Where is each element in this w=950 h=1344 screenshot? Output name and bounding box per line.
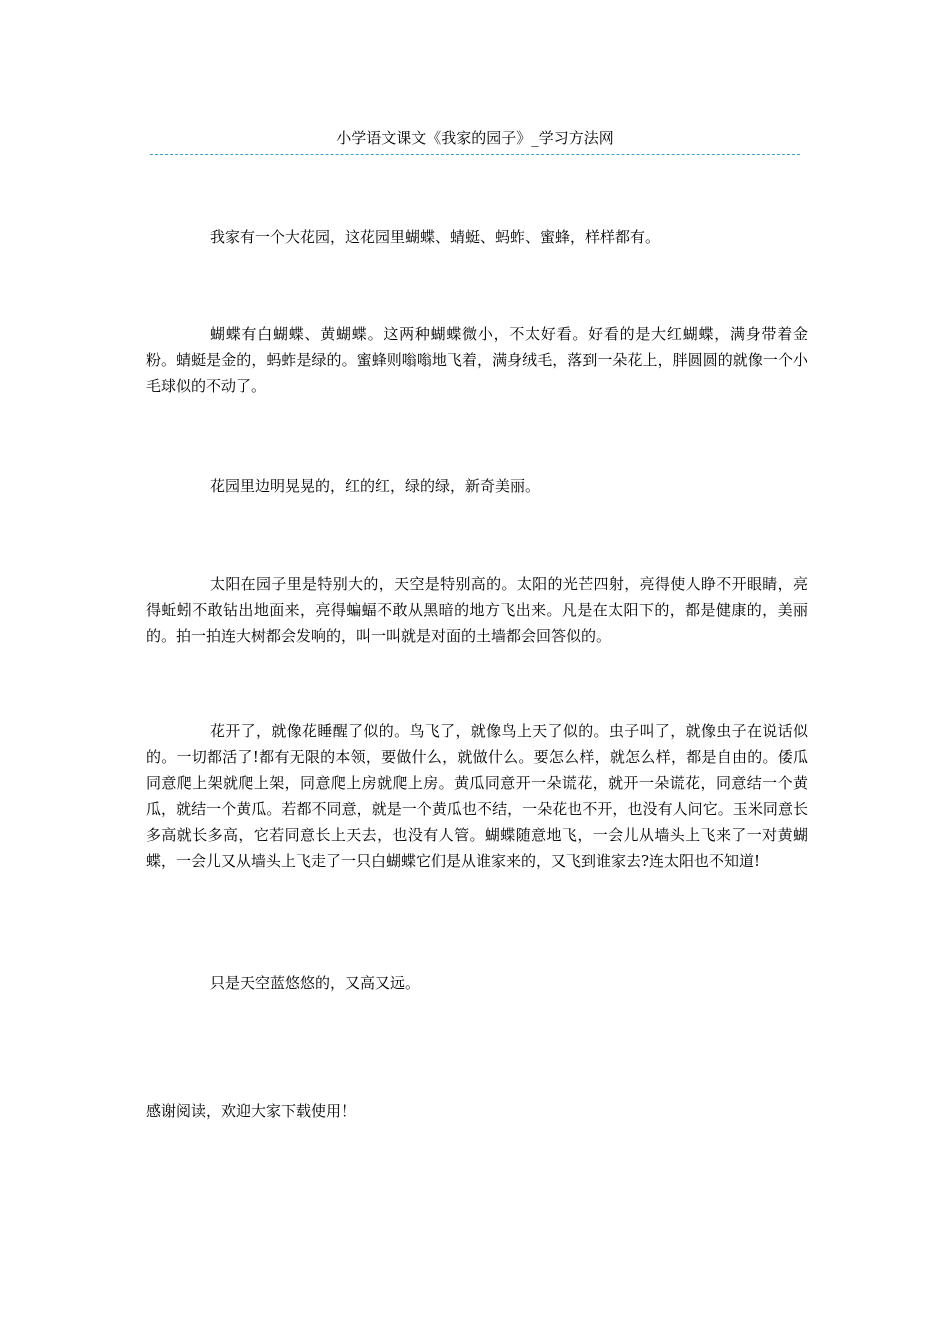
closing-note: 感谢阅读，欢迎大家下载使用！ [146, 1102, 357, 1120]
paragraph-4: 太阳在园子里是特别大的，天空是特别高的。太阳的光芒四射，亮得使人睁不开眼睛，亮得蚯蚓不敢钻出地面来，亮得蝙蝠不敢从黑暗的地方飞出来。凡是在太阳下的，都是健康的，美丽的。拍一拍连大树都会发响的，叫一叫就是对面的土墙都会回答似的。 [146, 575, 808, 645]
paragraph-5: 花开了，就像花睡醒了似的。鸟飞了，就像鸟上天了似的。虫子叫了，就像虫子在说话似的。一切都活了!都有无限的本领，要做什么，就做什么。要怎么样，就怎么样，都是自由的。倭瓜同意爬上架就爬上架，同意爬上房就爬上房。黄瓜同意开一朵谎花，就开一朵谎花，同意结一个黄瓜，就结一个黄瓜。若都不同意，就是一个黄瓜也不结，一朵花也不开，也没有人问它。玉米同意长多高就长多高，它若同意长上天去，也没有人管。蝴蝶随意地飞，一会儿从墙头上飞来了一对黄蝴蝶，一会儿又从墙头上飞走了一只白蝴蝶它们是从谁家来的，又飞到谁家去?连太阳也不知道! [146, 722, 808, 870]
page-title: 小学语文课文《我家的园子》_学习方法网 [336, 129, 614, 147]
paragraph-2: 蝴蝶有白蝴蝶、黄蝴蝶。这两种蝴蝶微小，不太好看。好看的是大红蝴蝶，满身带着金粉。蜻蜓是金的，蚂蚱是绿的。蜜蜂则嗡嗡地飞着，满身绒毛，落到一朵花上，胖圆圆的就像一个小毛球似的不动了。 [146, 325, 808, 395]
paragraph-6: 只是天空蓝悠悠的，又高又远。 [210, 974, 421, 992]
title-divider [150, 154, 800, 155]
paragraph-1: 我家有一个大花园，这花园里蝴蝶、蜻蜓、蚂蚱、蜜蜂，样样都有。 [210, 228, 661, 246]
paragraph-3: 花园里边明晃晃的，红的红，绿的绿，新奇美丽。 [210, 477, 541, 495]
